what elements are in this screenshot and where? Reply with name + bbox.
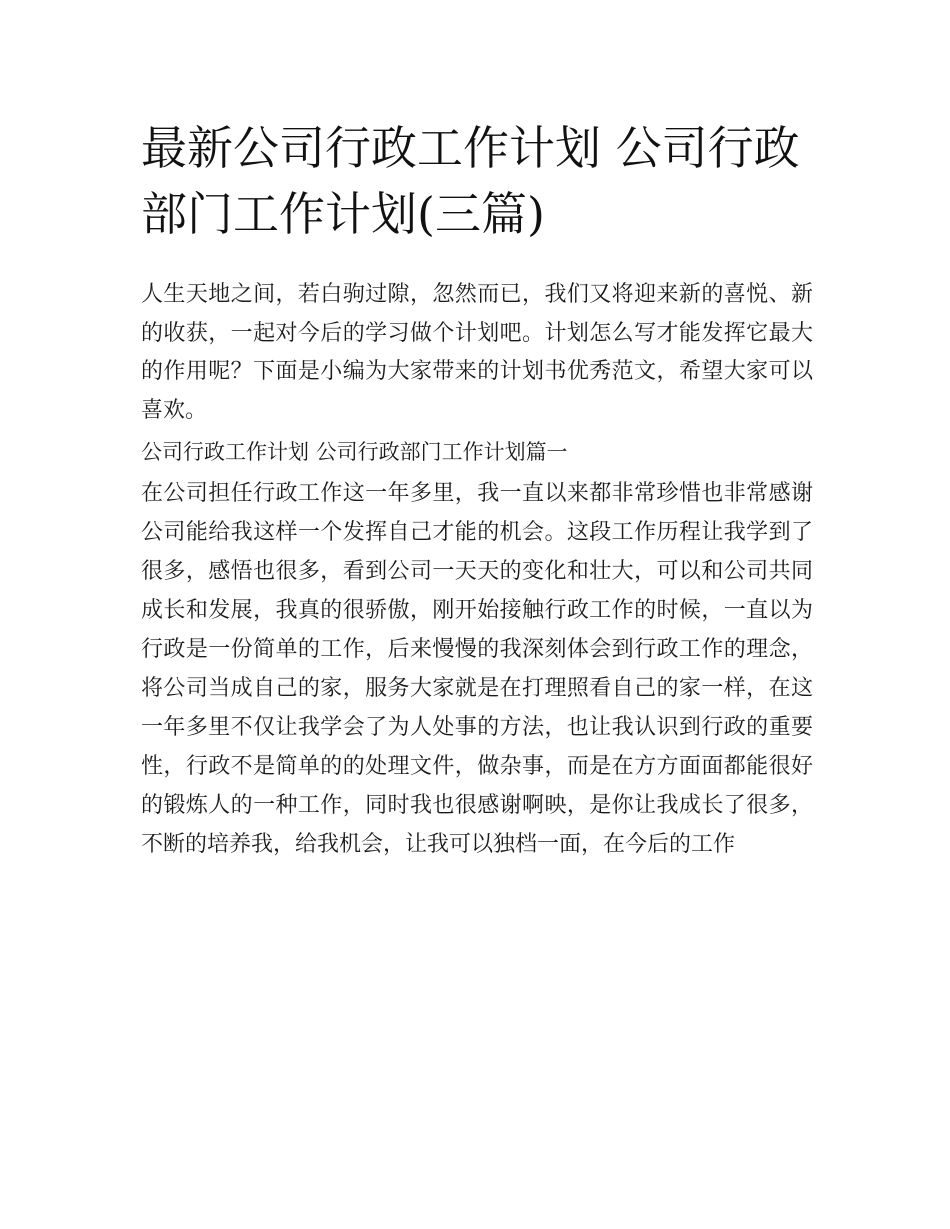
intro-paragraph: 人生天地之间，若白驹过隙，忽然而已，我们又将迎来新的喜悦、新的收获，一起对今后的学习做个计划吧。计划怎么写才能发挥它最大的作用呢？下面是小编为大家带来的计划书优秀范文，希望大家可以喜欢。 (141, 282, 813, 423)
section-body-paragraph: 在公司担任行政工作这一年多里，我一直以来都非常珍惜也非常感谢公司能给我这样一个发挥自己才能的机会。这段工作历程让我学到了很多，感悟也很多，看到公司一天天的变化和壮大，可以和公司共同成长和发展，我真的很骄傲，刚开始接触行政工作的时候，一直以为行政是一份简单的工作，后来慢慢的我深刻体会到行政工作的理念，将公司当成自己的家，服务大家就是在打理照看自己的家一样，在这一年多里不仅让我学会了为人处事的方法，也让我认识到行政的重要性，行政不是简单的的处理文件，做杂事，而是在方方面面都能很好的锻炼人的一种工作，同时我也很感谢啊映，是你让我成长了很多，不断的培养我，给我机会，让我可以独档一面，在今后的工作 (141, 481, 813, 857)
section-heading: 公司行政工作计划 公司行政部门工作计划篇一 (141, 440, 568, 465)
document-title: 最新公司行政工作计划 公司行政部门工作计划(三篇) (141, 121, 800, 241)
document-content (141, 115, 813, 864)
